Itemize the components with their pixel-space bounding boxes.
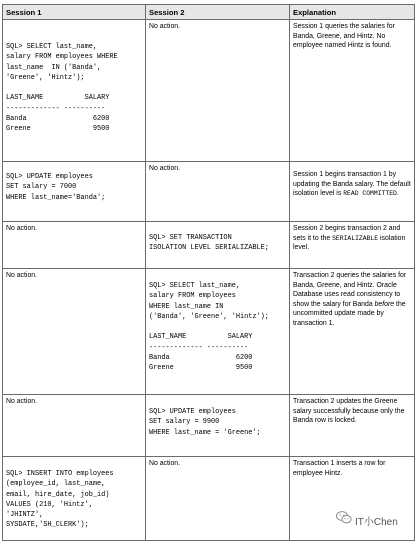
header-session1: Session 1	[3, 5, 146, 20]
session1-text: No action.	[6, 272, 38, 279]
session2-text: No action.	[149, 165, 181, 172]
table-row	[3, 222, 415, 269]
table-row	[3, 162, 415, 222]
explanation-text: Session 1 queries the salaries for Banda, Greene, and Hintz. No employee named Hintz is found.	[293, 23, 395, 49]
session1-text: No action.	[6, 225, 38, 232]
session2-cell	[146, 395, 290, 457]
session1-cell	[3, 222, 146, 269]
session2-code: SQL> UPDATE employees SET salary = 9900 WHERE last_name = 'Greene';	[149, 408, 261, 437]
session2-text: No action.	[149, 460, 181, 467]
isolation-level-code: SERIALIZABLE	[332, 234, 379, 242]
explanation-cell	[290, 162, 415, 222]
session2-cell	[146, 162, 290, 222]
session1-code: SQL> INSERT INTO employees (employee_id, last_name, email, hire_date, job_id) VALUES (210, 'Hintz', 'JHINTZ', SYSDATE,'SH_CLERK');	[6, 470, 114, 530]
table-row	[3, 395, 415, 457]
session1-code: SQL> SELECT last_name, salary FROM employees WHERE last_name IN ('Banda', 'Greene', 'Hintz'); LAST_NAME SALARY ------------- ---------- Banda 6200 Greene 9500	[6, 43, 118, 134]
explanation-text: Transaction 2 updates the Greene salary successfully because only the Banda row is locked.	[293, 398, 405, 424]
session1-cell	[3, 269, 146, 395]
isolation-level-code: READ COMMITTED	[343, 190, 397, 197]
session2-text: No action.	[149, 23, 181, 30]
header-explanation: Explanation	[290, 5, 415, 20]
session2-code: SQL> SET TRANSACTION ISOLATION LEVEL SERIALIZABLE;	[149, 234, 269, 253]
session1-cell	[3, 457, 146, 541]
table-row	[3, 269, 415, 395]
session2-cell	[146, 457, 290, 541]
emphasis-before: before	[374, 300, 395, 308]
explanation-cell	[290, 269, 415, 395]
header-row	[3, 5, 415, 20]
watermark-text: IT小Chen	[355, 516, 398, 528]
table-row	[3, 20, 415, 162]
session2-cell	[146, 222, 290, 269]
session2-code: SQL> SELECT last_name, salary FROM employees WHERE last_name IN ('Banda', 'Greene', 'Hintz'); LAST_NAME SALARY ------------- ---------- Banda 6200 Greene 9500	[149, 282, 269, 373]
session2-cell	[146, 20, 290, 162]
explanation-text: Session 1 begins transaction 1 by updating the Banda salary. The default isolation level is READ COMMITTED.	[293, 171, 411, 197]
explanation-text: Transaction 2 queries the salaries for Banda, Greene, and Hintz. Oracle Database uses read consistency to show the salary for Banda before the uncommitted update made by transaction 1.	[293, 272, 407, 327]
explanation-text: Transaction 1 inserts a row for employee Hintz.	[293, 460, 386, 477]
session1-code: SQL> UPDATE employees SET salary = 7000 WHERE last_name='Banda';	[6, 173, 106, 202]
session2-cell	[146, 269, 290, 395]
session1-cell	[3, 20, 146, 162]
explanation-cell	[290, 395, 415, 457]
session1-cell	[3, 162, 146, 222]
transaction-table	[2, 4, 415, 541]
session1-cell	[3, 395, 146, 457]
explanation-cell	[290, 20, 415, 162]
explanation-text: Session 2 begins transaction 2 and sets it to the SERIALIZABLE isolation level.	[293, 225, 406, 251]
explanation-cell	[290, 222, 415, 269]
watermark	[336, 512, 414, 528]
session1-text: No action.	[6, 398, 38, 405]
header-session2: Session 2	[146, 5, 290, 20]
wechat-logo-icon	[336, 511, 352, 529]
